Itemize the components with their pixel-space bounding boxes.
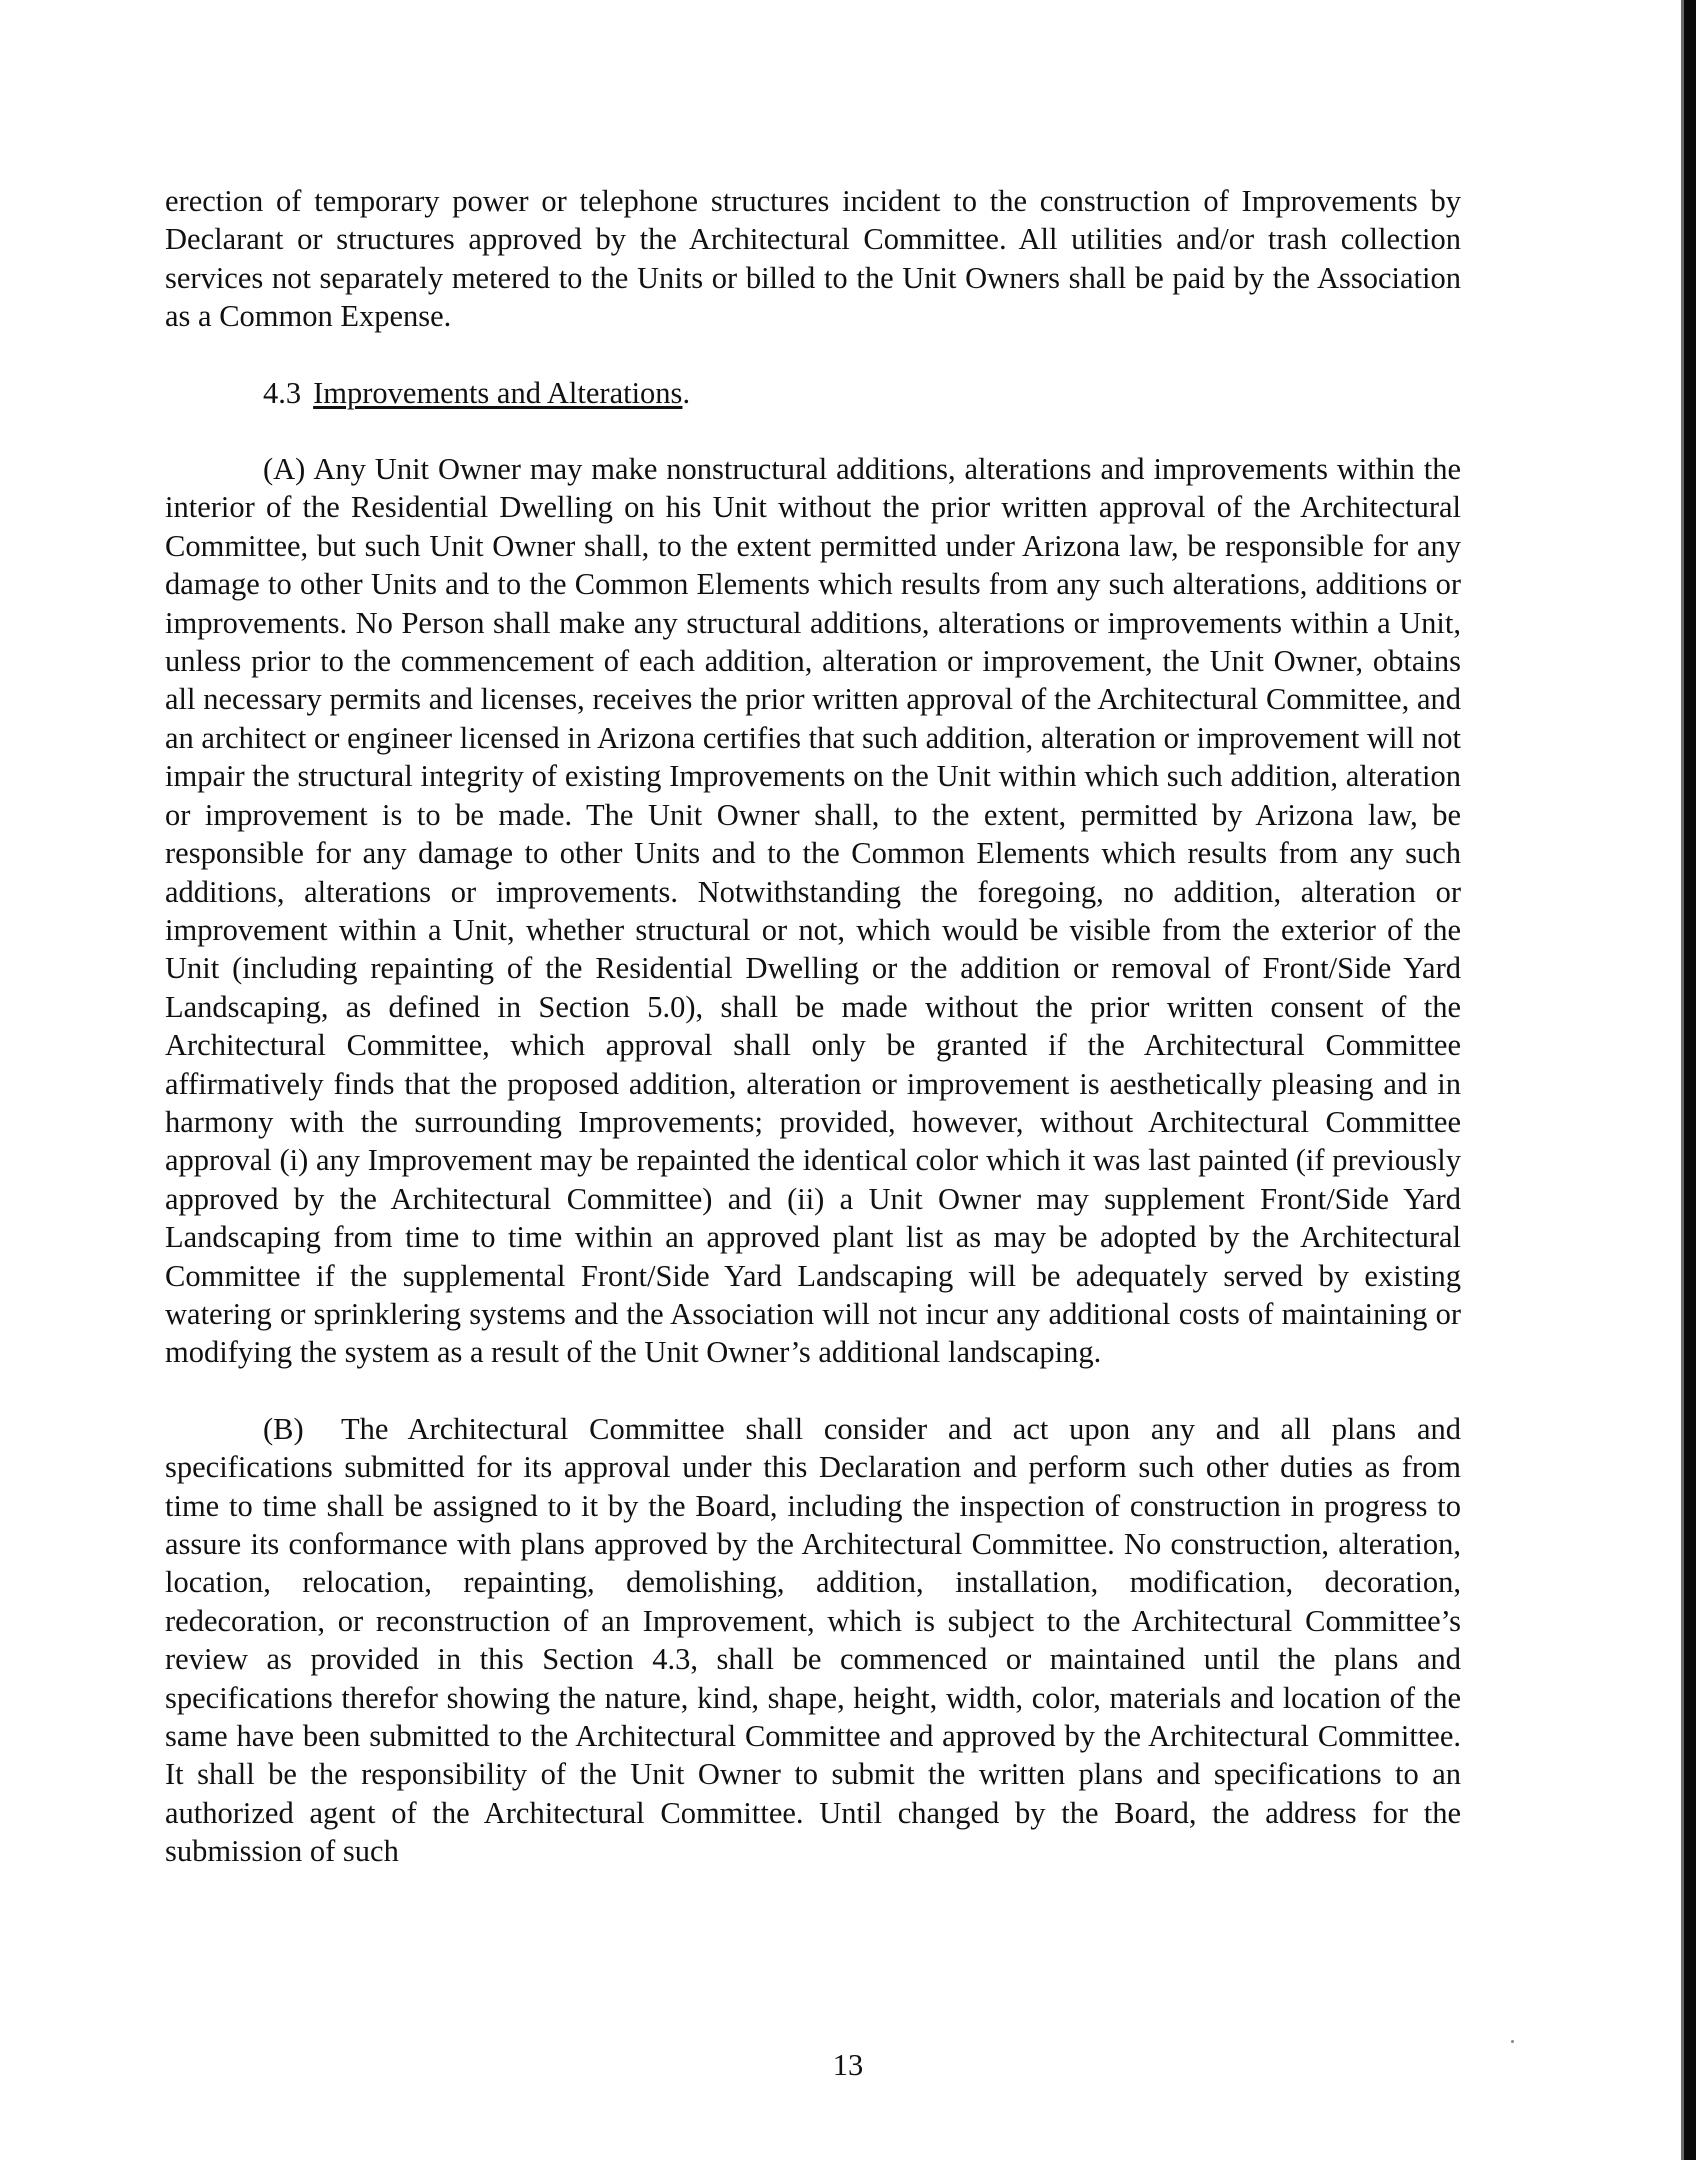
paragraph-b-label: (B) [263,1411,304,1446]
paragraph-b-text: The Architectural Committee shall consider and act upon any and all plans and specifications submitted for its approval under this Declaration and perform such other duties as from time to time shall be assigned to it by the Board, including the inspection of construction in progress to assure its conformance with plans approved by the Architectural Committee. No construction, alteration, location, relocation, repainting, demolishing, addition, installation, modification, decoration, redecoration, or reconstruction of an Improvement, which is subject to the Architectural Committee’s review as provided in this Section 4.3, shall be commenced or maintained until the plans and specifications therefor showing the nature, kind, shape, height, width, color, materials and location of the same have been submitted to the Architectural Committee and approved by the Architectural Committee. It shall be the responsibility of the Unit Owner to submit the written plans and specifications to an authorized agent of the Architectural Committee. Until changed by the Board, the address for the submission of such [165,1411,1461,1869]
scan-speck [1511,2040,1514,2043]
paragraph-a [165,450,1461,1372]
intro-paragraph: erection of temporary power or telephone structures incident to the construction of Improvements by Declarant or structures approved by the Architectural Committee. All utilities and/or trash collection services not separately metered to the Units or billed to the Unit Owners shall be paid by the Association as a Common Expense. [165,184,1461,334]
paragraph-a-text: Any Unit Owner may make nonstructural additions, alterations and improvements within the interior of the Residential Dwelling on his Unit without the prior written approval of the Architectural Committee, but such Unit Owner shall, to the extent permitted under Arizona law, be responsible for any damage to other Units and to the Common Elements which results from any such alterations, additions or improvements. No Person shall make any structural additions, alterations or improvements within a Unit, unless prior to the commencement of each addition, alteration or improvement, the Unit Owner, obtains all necessary permits and licenses, receives the prior written approval of the Architectural Committee, and an architect or engineer licensed in Arizona certifies that such addition, alteration or improvement will not impair the structural integrity of existing Improvements on the Unit within which such addition, alteration or improvement is to be made. The Unit Owner shall, to the extent, permitted by Arizona law, be responsible for any damage to other Units and to the Common Elements which results from any such additions, alterations or improvements. Notwithstanding the foregoing, no addition, alteration or improvement within a Unit, whether structural or not, which would be visible from the exterior of the Unit (including repainting of the Residential Dwelling or the addition or removal of Front/Side Yard Landscaping, as defined in Section 5.0), shall be made without the prior written consent of the Architectural Committee, which approval shall only be granted if the Architectural Committee affirmatively finds that the proposed addition, alteration or improvement is aesthetically pleasing and in harmony with the surrounding Improvements; provided, however, without Architectural Committee approval (i) any Improvement may be repainted the identical color which it was last painted (if previously approved by the Architectural Committee) and (ii) a Unit Owner may supplement Front/Side Yard Landscaping from time to time within an approved plant list as may be adopted by the Architectural Committee if the supplemental Front/Side Yard Landscaping will be adequately served by existing watering or sprinklering systems and the Association will not incur any additional costs of maintaining or modifying the system as a result of the Unit Owner’s additional landscaping. [165,452,1461,1370]
scan-edge-border [1684,0,1696,2160]
page-number: 13 [832,2048,864,2082]
paragraph-b [165,1410,1461,1871]
section-title-period: . [682,375,691,410]
section-title: Improvements and Alterations [313,375,683,410]
section-heading [165,374,1461,412]
paragraph-a-label: (A) [263,452,306,487]
section-number: 4.3 [263,375,302,410]
document-body [165,182,1461,1871]
